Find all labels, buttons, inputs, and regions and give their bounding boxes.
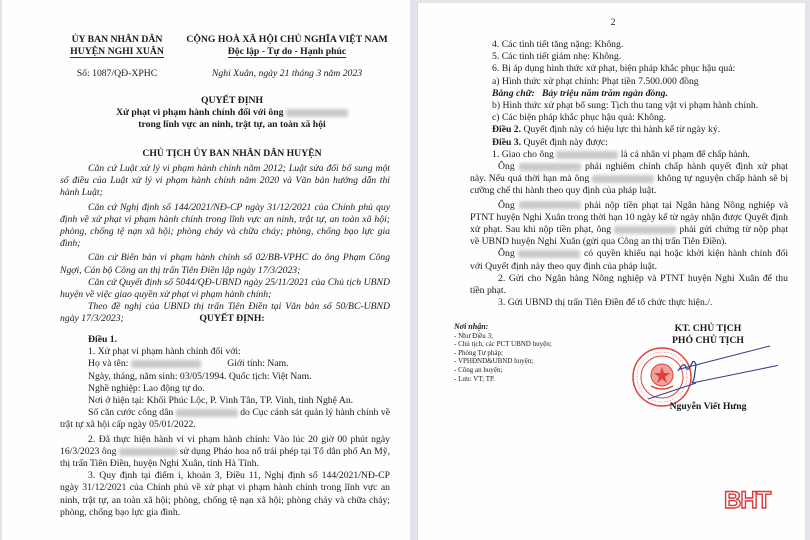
recipient: - VPHĐND&UBND huyện;: [454, 357, 534, 366]
article-1-heading: Điều 1.: [88, 334, 118, 345]
article-3-item-2: 2. Gửi cho Ngân hàng Nông nghiệp và PTNT huyện Nghi Xuân để thu tiền phạt.: [470, 272, 788, 297]
residence: Nơi ở hiện tại: Khối Phúc Lộc, P. Vinh Tân, TP. Vinh, tỉnh Nghệ An.: [88, 395, 354, 407]
remedial-measures: c) Các biện pháp khắc phục hậu quả: Không.: [492, 112, 667, 124]
legal-basis: Căn cứ Biên bản vi phạm hành chính số 02/BB-VPHC do ông Phạm Công Ngợi, Cán bộ Công an thị trấn Tiên Điền lập ngày 17/3/2023;: [60, 252, 390, 276]
authority-heading: CHỦ TỊCH ỦY BAN NHÂN DÂN HUYỆN: [142, 148, 322, 159]
article-1: [60, 334, 390, 519]
violation-description: 2. Đã thực hiện hành vi vi phạm hành chính: Vào lúc 20 giờ 00 phút ngày 16/3/2023 ông sử dụng Pháo hoa nổ trái phép tại Tổ dân phố An Mỹ, thị trấn Tiên Điền, huyện Nghi Xuân, tỉnh Hà Tĩnh.: [60, 433, 390, 470]
recipient: - Như Điều 3;: [454, 331, 493, 340]
article-2: Điều 2. Quyết định này có hiệu lực thi hành kể từ ngày ký.: [492, 124, 721, 136]
page-number: 2: [610, 17, 616, 28]
recipient: - Phòng Tư pháp;: [454, 348, 503, 357]
recipient: - Lưu: VT; TP.: [454, 374, 495, 383]
appeal-clause: Ông có quyền khiếu nại hoặc khởi kiện hành chính đối với Quyết định này theo quy định của pháp luật.: [470, 248, 789, 272]
main-penalty: a) Hình thức xử phạt chính: Phạt tiền 7.500.000 đồng: [492, 75, 699, 87]
payment-clause: Ông phải nộp tiền phạt tại Ngân hàng Nông nghiệp và PTNT huyện Nghi Xuân trong thời hạn 10 ngày kể từ ngày nhận được Quyết định xử phạt. Sau khi nộp tiền phạt, ông phải gửi chứng từ nộp phạt về UBND huyện Nghi Xuân (gửi qua Công an thị trấn Tiên Điền).: [470, 199, 789, 248]
signer-title-1: KT. CHỦ TỊCH: [674, 323, 742, 334]
place-date: Nghi Xuân, ngày 21 tháng 3 năm 2023: [211, 68, 363, 79]
recipients-block: [454, 323, 552, 383]
signer-name: Nguyễn Viết Hưng: [669, 401, 747, 412]
sanction-heading: 6. Bị áp dụng hình thức xử phạt, biện pháp khắc phục hậu quả:: [492, 63, 736, 75]
legal-basis: Căn cứ Quyết định số 5044/QĐ-UBND ngày 25/11/2021 của Chủ tịch UBND huyện về việc giao quyền xử phạt vi phạm hành chính;: [60, 276, 390, 301]
document-page-2: [417, 3, 805, 540]
issuing-agency: [62, 34, 172, 58]
country-name: CỘNG HOÀ XÃ HỘI CHỦ NGHĨA VIỆT NAM: [186, 34, 388, 45]
legal-bases: [60, 163, 390, 326]
national-motto: [182, 34, 392, 58]
redacted-name: [614, 226, 676, 234]
dob-nationality: Ngày, tháng, năm sinh: 03/05/1994. Quốc tịch: Việt Nam.: [88, 370, 312, 382]
redacted-name: [518, 250, 580, 258]
redacted-id: [176, 409, 238, 417]
recipient: - Công an huyện;: [454, 365, 503, 374]
redacted-name: [519, 201, 581, 209]
document-number: Số: 1087/QĐ-XPHC: [76, 68, 158, 79]
document-subtitle: Xử phạt vi phạm hành chính đối với ông: [62, 107, 402, 119]
legal-basis: Theo đề nghị của UBND thị trấn Tiên Điền tại Văn bản số 50/BC-UBND ngày 17/3/2023;: [60, 301, 390, 325]
agency-line-2: HUYỆN NGHI XUÂN: [70, 46, 164, 58]
signer-title-2: PHÓ CHỦ TỊCH: [672, 335, 744, 347]
recipients-label: Nơi nhận:: [454, 322, 489, 331]
legal-basis: Căn cứ Nghị định số 144/2021/NĐ-CP ngày 31/12/2021 của Chính phủ quy định về xử phạt vi phạm hành chính trong lĩnh vực an ninh, trật tự, an toàn xã hội; phòng, chống tệ nạn xã hội; phòng cháy và chữa cháy; phòng, chống bạo lực gia đình;: [60, 201, 390, 250]
decision-heading: QUYẾT ĐỊNH:: [199, 313, 265, 324]
document-subtitle-2: trong lĩnh vực an ninh, trật tự, an toàn xã hội: [138, 119, 326, 130]
citizen-id: Số căn cước công dân do Cục cảnh sát quản lý hành chính về trật tự xã hội cấp ngày 05/01/2022.: [60, 407, 390, 431]
offender-name-row: Họ và tên: Giới tính: Nam.: [88, 358, 289, 370]
signature-icon: [648, 343, 778, 403]
redacted-name: [592, 175, 654, 183]
mitigating-circumstances: 5. Các tình tiết giảm nhẹ: Không.: [492, 51, 622, 63]
document-title: QUYẾT ĐỊNH: [201, 95, 263, 106]
legal-basis: Căn cứ Luật xử lý vi phạm hành chính năm 2012; Luật sửa đổi bổ sung một số điều của Luật xử lý vi phạm hành chính năm 2020 và Văn bản hướng dẫn thi hành Luật;: [60, 163, 390, 199]
redacted-name: [519, 163, 581, 171]
bht-logo: BHT: [724, 487, 771, 514]
redacted-name: [119, 448, 177, 456]
article-3: Điều 3. Quyết định này được:: [492, 136, 608, 148]
article-1-item-1: 1. Xử phạt vi phạm hành chính đối với:: [88, 346, 241, 358]
amount-in-words: Bằng chữ: Bảy triệu năm trăm ngàn đồng.: [492, 87, 668, 99]
aggravating-circumstances: 4. Các tình tiết tăng nặng: Không.: [492, 39, 624, 50]
redacted-name: [286, 109, 348, 117]
redacted-name: [556, 151, 618, 159]
recipient: - Chủ tịch, các PCT UBND huyện;: [454, 340, 552, 349]
motto: Độc lập - Tự do - Hạnh phúc: [227, 46, 347, 58]
additional-penalty: b) Hình thức xử phạt bổ sung: Tịch thu tang vật vi phạm hành chính.: [492, 100, 759, 112]
agency-line-1: ỦY BAN NHÂN DÂN: [71, 34, 163, 45]
document-page-1: [2, 0, 410, 540]
occupation: Nghề nghiệp: Lao động tự do.: [88, 382, 205, 394]
penalty-details: [470, 39, 788, 309]
legal-provision: 3. Quy định tại điểm i, khoản 3, Điều 11, Nghị định số 144/2021/NĐ-CP ngày 31/12/2021 của Chính phủ về xử phạt vi phạm hành chính trong lĩnh vực an ninh, trật tự, an toàn xã hội; phòng, chống tệ nạn xã hội; phòng cháy và chữa cháy; phòng, chống bạo lực gia đình.: [60, 470, 390, 518]
redacted-name: [131, 360, 201, 368]
article-3-item-3: 3. Gửi UBND thị trấn Tiên Điền để tổ chức thực hiện./.: [498, 297, 713, 309]
article-3-item-1: 1. Giao cho ông là cá nhân vi phạm để chấp hành.: [492, 148, 750, 160]
compliance-clause: Ông phải nghiêm chỉnh chấp hành quyết định xử phạt này. Nếu quá thời hạn mà ông không tự nguyện chấp hành sẽ bị cưỡng chế thi hành theo quy định của pháp luật.: [470, 161, 789, 197]
